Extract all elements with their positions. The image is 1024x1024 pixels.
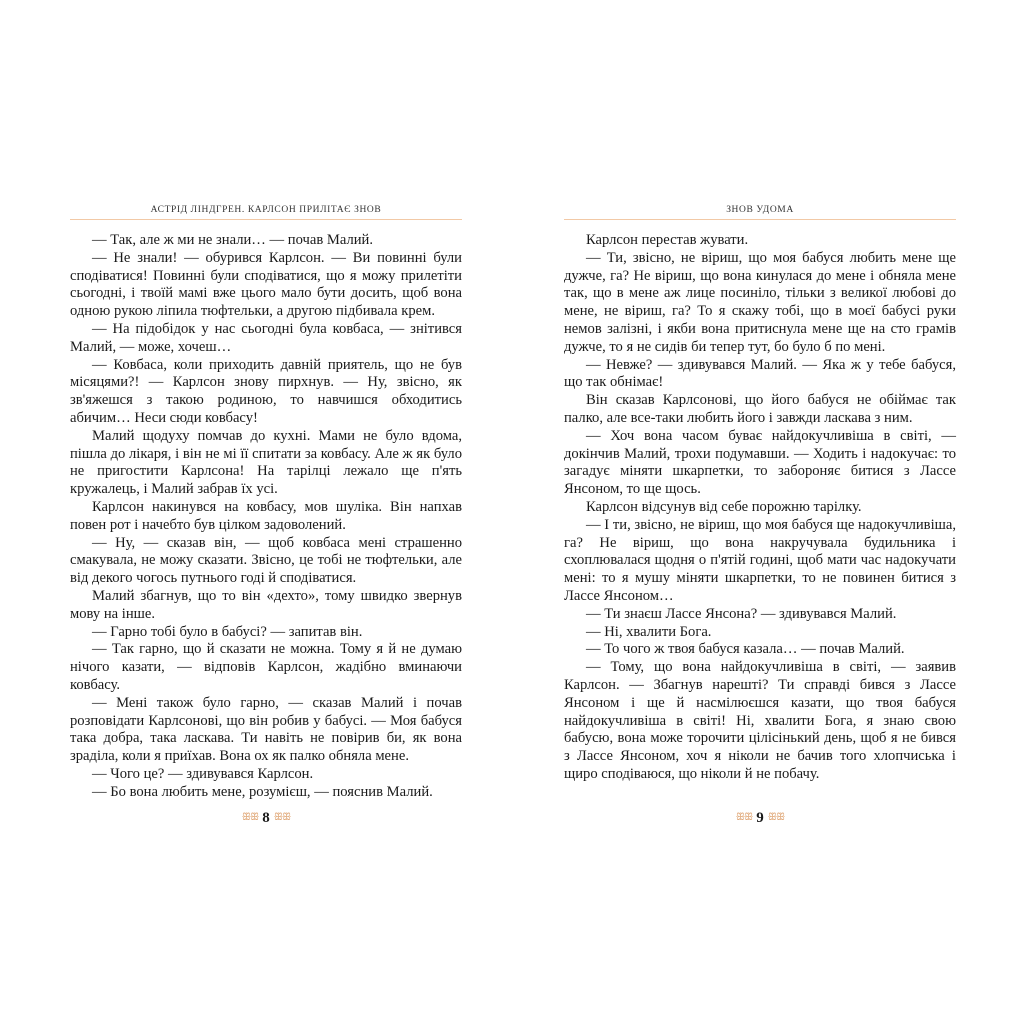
- paragraph: — Ні, хвалити Бога.: [586, 623, 712, 640]
- paragraph: — Ти знаєш Лассе Янсона? — здивувався Малий.: [586, 605, 897, 622]
- paragraph: — Ну, — сказав він, — щоб ковбаса мені страшенно смакувала, не можу сказати. Звісно, це тобі не тюфтельки, але від декого чогось путнього годі й сподіватися.: [70, 534, 462, 587]
- left-page: [70, 205, 462, 802]
- paragraph: Малий щодуху помчав до кухні. Мами не було вдома, пішла до лікаря, і він не мі її спитати за ковбасу. Але ж як було не пригостити Карлсона! На тарілці лежало ще п'ять кружалець, і Малий забрав їх усі.: [70, 427, 462, 498]
- paragraph: — Бо вона любить мене, розумієш, — пояснив Малий.: [92, 783, 433, 800]
- ornament-icon: ꕥꕥ: [767, 812, 785, 823]
- paragraph: — Гарно тобі було в бабусі? — запитав він.: [92, 623, 363, 640]
- left-page-body: [70, 232, 462, 802]
- right-page: [564, 205, 956, 784]
- ornament-icon: ꕥꕥ: [273, 812, 291, 823]
- paragraph: Карлсон відсунув від себе порожню тарілку.: [586, 498, 862, 515]
- page-number-right: [564, 810, 956, 827]
- paragraph: — Хоч вона часом буває найдокучливіша в світі, — докінчив Малий, трохи подумавши. — Ходить і надокучає: то загадує міняти шкарпетки, то забороняє битися з Лассе Янсоном, то ще щось.: [564, 427, 956, 498]
- paragraph: — На підобідок у нас сьогодні була ковбаса, — знітився Малий, — може, хочеш…: [70, 320, 462, 355]
- paragraph: — Так, але ж ми не знали… — почав Малий.: [92, 232, 374, 248]
- paragraph: — Невже? — здивувався Малий. — Яка ж у тебе бабуся, що так обнімає!: [564, 356, 956, 391]
- running-head-left: АСТРІД ЛІНДГРЕН. КАРЛСОН ПРИЛІТАЄ ЗНОВ: [70, 205, 462, 220]
- page-number-left: [70, 810, 462, 827]
- paragraph: — Ковбаса, коли приходить давній приятель, що не був місяцями?! — Карлсон знову пирхнув. — Ну, звісно, як зв'яжешся з такою родиною, то навчишся обходитись абичим… Неси сюди ковбасу!: [70, 356, 462, 426]
- page-number: 8: [262, 810, 270, 826]
- paragraph: — І ти, звісно, не віриш, що моя бабуся ще надокучливіша, га? Не віриш, що вона накручувала будильника і схоплювалася щодня о п'ятій годині, щоб мати час надокучати мені: то я мушу міняти шкарпетки, то не повинен битися з Лассе Янсоном…: [564, 516, 956, 604]
- paragraph: Він сказав Карлсонові, що його бабуся не обіймає так палко, але все-таки любить його і завжди ласкава з ним.: [564, 392, 956, 426]
- paragraph: — Тому, що вона найдокучливіша в світі, — заявив Карлсон. — Збагнув нарешті? Ти справді бився з Лассе Янсоном і ще й насмілюєшся казати, що твоя бабуся найдокучливіша в світі! Ні, хвалити Бога, я знаю свою бабусю, вона може торочити цілісінький день, щоб я не бився з Лассе Янсоном, хоч я ніколи не бачив того хлопчиська і щиро сподіваюся, що ніколи й не побачу.: [564, 659, 956, 782]
- ornament-icon: ꕥꕥ: [241, 812, 259, 823]
- page-number: 9: [756, 810, 764, 826]
- paragraph: — Не знали! — обурився Карлсон. — Ви повинні були сподіватися! Повинні були сподіватися, що я можу прилетіти сьогодні, і твоїй мамі вже цього мало бути досить, щоб вона одною рукою ліпила тюфтельки, а другою підбивала крем.: [70, 249, 462, 320]
- paragraph: Карлсон накинувся на ковбасу, мов шуліка. Він напхав повен рот і начебто був цілком задоволений.: [70, 498, 462, 533]
- running-head-right: ЗНОВ УДОМА: [564, 205, 956, 220]
- paragraph: — Ти, звісно, не віриш, що моя бабуся любить мене ще дужче, га? Не віриш, що вона кинулася до мене і обняла мене так, що в мене аж лице посиніло, тільки з великої любові до мене, не віриш, га? То я скажу тобі, що в моєї бабусі руки немов залізні, і якби вона притиснула мене ще на сто грамів дужче, то я не сидів би тепер тут, бо було б по мені.: [564, 249, 956, 355]
- paragraph: Карлсон перестав жувати.: [586, 232, 749, 248]
- right-page-body: [564, 232, 956, 784]
- paragraph: — То чого ж твоя бабуся казала… — почав Малий.: [586, 641, 905, 658]
- paragraph: — Так гарно, що й сказати не можна. Тому я й не думаю нічого казати, — відповів Карлсон, жадібно вминаючи ковбасу.: [70, 641, 462, 693]
- paragraph: — Мені також було гарно, — сказав Малий і почав розповідати Карлсонові, що він робив у бабусі. — Моя бабуся така добра, така ласкава. Ти навіть не повірив би, як вона зраділа, коли я приїхав. Вона ох як палко обняла мене.: [70, 694, 462, 765]
- paragraph: Малий збагнув, що то він «дехто», тому швидко звернув мову на інше.: [70, 587, 462, 622]
- ornament-icon: ꕥꕥ: [735, 812, 753, 823]
- paragraph: — Чого це? — здивувався Карлсон.: [92, 765, 314, 782]
